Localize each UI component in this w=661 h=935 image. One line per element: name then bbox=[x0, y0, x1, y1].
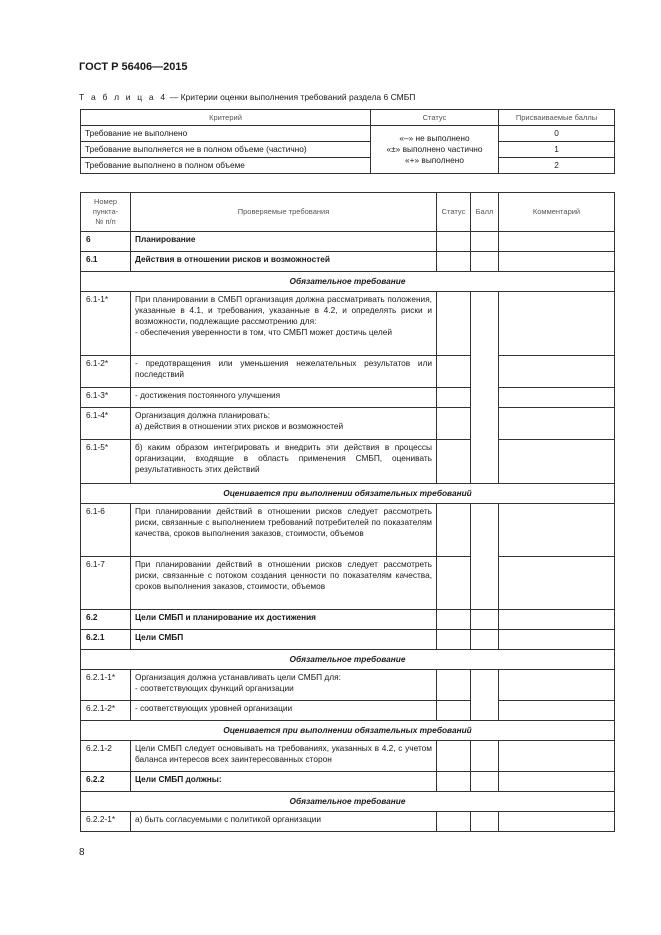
requirement-text bbox=[131, 557, 437, 610]
item-number: 6 bbox=[81, 232, 131, 252]
score-cell bbox=[471, 252, 499, 272]
status-header: Статус bbox=[371, 110, 499, 126]
score-cell bbox=[471, 232, 499, 252]
num-header-line: Номер bbox=[93, 197, 118, 207]
comment-cell bbox=[499, 292, 615, 356]
status-header: Статус bbox=[437, 193, 471, 232]
score-cell bbox=[471, 670, 499, 721]
requirement-text-line: Организация должна устанавливать цели СМБП для: bbox=[135, 672, 341, 682]
criteria-row bbox=[81, 158, 615, 174]
status-cell bbox=[437, 610, 471, 630]
status-legend-line: «+» выполнено bbox=[405, 154, 464, 165]
requirement-text-line: Цели СМБП должны: bbox=[135, 774, 222, 784]
comment-cell bbox=[499, 557, 615, 610]
requirement-row bbox=[81, 292, 615, 356]
section-title: Обязательное требование bbox=[81, 650, 615, 670]
status-cell bbox=[437, 701, 471, 721]
requirement-text bbox=[131, 408, 437, 440]
status-cell bbox=[437, 557, 471, 610]
comment-cell bbox=[499, 610, 615, 630]
score-cell bbox=[471, 630, 499, 650]
criterion-cell: Требование выполнено в полном объеме bbox=[81, 158, 371, 174]
comment-cell bbox=[499, 408, 615, 440]
heading-row bbox=[81, 232, 615, 252]
item-number: 6.1-1* bbox=[81, 292, 131, 356]
requirement-text bbox=[131, 440, 437, 484]
criteria-row bbox=[81, 126, 615, 142]
section-title: Оценивается при выполнении обязательных требований bbox=[81, 484, 615, 504]
score-cell: 1 bbox=[499, 142, 615, 158]
requirement-text-line: Цели СМБП следует основывать на требованиях, указанных в 4.2, с учетом баланса интересов всех заинтересованных сторон bbox=[135, 743, 432, 764]
requirement-text bbox=[131, 504, 437, 557]
item-number: 6.1-5* bbox=[81, 440, 131, 484]
status-cell bbox=[437, 388, 471, 408]
requirement-text-line: При планировании в СМБП организация должна рассматривать положения, указанные в 4.1, и требования, указанные в 4.2, и определять риски и возможности, подлежащие рассмотрению для: bbox=[135, 294, 432, 326]
comment-cell bbox=[499, 504, 615, 557]
requirement-text-line: - соответствующих функций организации bbox=[135, 682, 294, 693]
item-number: 6.2.2 bbox=[81, 772, 131, 792]
comment-cell bbox=[499, 701, 615, 721]
caption-text: — Критерии оценки выполнения требований раздела 6 СМБП bbox=[167, 92, 416, 102]
requirement-text-line: - соответствующих уровней организации bbox=[135, 703, 293, 713]
requirement-row bbox=[81, 741, 615, 772]
score-cell bbox=[471, 610, 499, 630]
item-number: 6.1-4* bbox=[81, 408, 131, 440]
requirement-row bbox=[81, 812, 615, 832]
requirements-body bbox=[81, 232, 615, 832]
requirement-text-line: Организация должна планировать: bbox=[135, 410, 271, 420]
requirement-text bbox=[131, 772, 437, 792]
requirement-row bbox=[81, 504, 615, 557]
requirement-text-line: Цели СМБП и планирование их достижения bbox=[135, 612, 317, 622]
item-number: 6.2.1-2 bbox=[81, 741, 131, 772]
requirement-text-line: Цели СМБП bbox=[135, 632, 184, 642]
num-header bbox=[81, 193, 131, 232]
main-header-row bbox=[81, 193, 615, 232]
status-cell bbox=[437, 504, 471, 557]
section-title: Обязательное требование bbox=[81, 792, 615, 812]
item-number: 6.2.1-2* bbox=[81, 701, 131, 721]
comment-cell bbox=[499, 670, 615, 701]
requirement-text bbox=[131, 741, 437, 772]
status-cell bbox=[437, 408, 471, 440]
section-row bbox=[81, 272, 615, 292]
comment-cell bbox=[499, 356, 615, 388]
comment-cell bbox=[499, 388, 615, 408]
requirement-text bbox=[131, 232, 437, 252]
page-number: 8 bbox=[79, 847, 85, 858]
score-header: Балл bbox=[471, 193, 499, 232]
item-number: 6.2.1-1* bbox=[81, 670, 131, 701]
requirements-header: Проверяемые требования bbox=[131, 193, 437, 232]
requirement-text bbox=[131, 610, 437, 630]
comment-cell bbox=[499, 630, 615, 650]
status-legend-line: «–» не выполнено bbox=[399, 133, 470, 144]
requirement-text bbox=[131, 292, 437, 356]
status-legend-line: «±» выполнено частично bbox=[386, 144, 483, 155]
section-title: Обязательное требование bbox=[81, 272, 615, 292]
requirement-text bbox=[131, 356, 437, 388]
requirement-text bbox=[131, 812, 437, 832]
score-cell bbox=[471, 772, 499, 792]
requirement-row bbox=[81, 701, 615, 721]
status-cell bbox=[437, 630, 471, 650]
comment-header: Комментарий bbox=[499, 193, 615, 232]
status-cell bbox=[437, 356, 471, 388]
status-cell bbox=[437, 232, 471, 252]
section-title: Оценивается при выполнении обязательных требований bbox=[81, 721, 615, 741]
requirement-text-line: - предотвращения или уменьшения нежелательных результатов или последствий bbox=[135, 358, 432, 379]
item-number: 6.2 bbox=[81, 610, 131, 630]
status-legend-cell bbox=[371, 126, 499, 174]
requirement-text bbox=[131, 388, 437, 408]
score-header: Присваиваемые баллы bbox=[499, 110, 615, 126]
comment-cell bbox=[499, 252, 615, 272]
status-cell bbox=[437, 252, 471, 272]
criterion-cell: Требование не выполнено bbox=[81, 126, 371, 142]
status-cell bbox=[437, 772, 471, 792]
status-cell bbox=[437, 292, 471, 356]
criteria-header: Критерий bbox=[81, 110, 371, 126]
requirement-text bbox=[131, 670, 437, 701]
score-cell bbox=[471, 504, 499, 610]
comment-cell bbox=[499, 741, 615, 772]
num-header-line: пункта- bbox=[92, 207, 119, 217]
item-number: 6.1-6 bbox=[81, 504, 131, 557]
requirement-text-line: Планирование bbox=[135, 234, 196, 244]
requirement-text bbox=[131, 630, 437, 650]
comment-cell bbox=[499, 232, 615, 252]
section-row bbox=[81, 484, 615, 504]
item-number: 6.1-2* bbox=[81, 356, 131, 388]
requirement-text-line: - достижения постоянного улучшения bbox=[135, 390, 281, 400]
criteria-row bbox=[81, 142, 615, 158]
requirement-text bbox=[131, 701, 437, 721]
score-cell: 0 bbox=[499, 126, 615, 142]
item-number: 6.1-7 bbox=[81, 557, 131, 610]
requirement-text bbox=[131, 252, 437, 272]
heading-row bbox=[81, 772, 615, 792]
heading-row bbox=[81, 610, 615, 630]
requirement-row bbox=[81, 670, 615, 701]
item-number: 6.2.1 bbox=[81, 630, 131, 650]
requirement-text-line: а) быть согласуемыми с политикой организации bbox=[135, 814, 322, 824]
status-cell bbox=[437, 741, 471, 772]
criterion-cell: Требование выполняется не в полном объеме (частично) bbox=[81, 142, 371, 158]
comment-cell bbox=[499, 772, 615, 792]
score-cell bbox=[471, 812, 499, 832]
item-number: 6.2.2-1* bbox=[81, 812, 131, 832]
section-row bbox=[81, 792, 615, 812]
criteria-header-row bbox=[81, 110, 615, 126]
requirements-table bbox=[80, 192, 615, 832]
status-cell bbox=[437, 440, 471, 484]
section-row bbox=[81, 650, 615, 670]
document-header: ГОСТ Р 56406—2015 bbox=[79, 61, 188, 73]
caption-label: Т а б л и ц а 4 bbox=[79, 92, 168, 102]
requirement-text-line: - обеспечения уверенности в том, что СМБП может достичь целей bbox=[135, 326, 392, 337]
requirement-row bbox=[81, 408, 615, 440]
heading-row bbox=[81, 630, 615, 650]
requirement-text-line: б) каким образом интегрировать и внедрить эти действия в процессы организации, входящие в область применения СМБП, оценивать результативность этих действий bbox=[135, 442, 432, 474]
status-cell bbox=[437, 670, 471, 701]
requirement-text-line: Действия в отношении рисков и возможностей bbox=[135, 254, 331, 264]
requirement-text-line: При планировании действий в отношении рисков следует рассмотреть риски, связанные с потоком создания ценности по показателям качества, сроков выполнения заказов, стоимости, объемов bbox=[135, 559, 432, 591]
table-caption bbox=[79, 92, 415, 102]
requirement-text-line: а) действия в отношении этих рисков и возможностей bbox=[135, 420, 344, 431]
requirement-row bbox=[81, 388, 615, 408]
requirement-row bbox=[81, 440, 615, 484]
item-number: 6.1-3* bbox=[81, 388, 131, 408]
score-cell bbox=[471, 292, 499, 484]
score-cell: 2 bbox=[499, 158, 615, 174]
section-row bbox=[81, 721, 615, 741]
heading-row bbox=[81, 252, 615, 272]
item-number: 6.1 bbox=[81, 252, 131, 272]
criteria-table bbox=[80, 109, 615, 174]
requirement-row bbox=[81, 557, 615, 610]
requirement-row bbox=[81, 356, 615, 388]
comment-cell bbox=[499, 812, 615, 832]
num-header-line: № п/п bbox=[95, 216, 116, 226]
score-cell bbox=[471, 741, 499, 772]
comment-cell bbox=[499, 440, 615, 484]
status-cell bbox=[437, 812, 471, 832]
requirement-text-line: При планировании действий в отношении рисков следует рассмотреть риски, связанные с выполнением требований потребителей по показателям качества, сроков выполнения заказов, стоимости, объемов bbox=[135, 506, 432, 538]
